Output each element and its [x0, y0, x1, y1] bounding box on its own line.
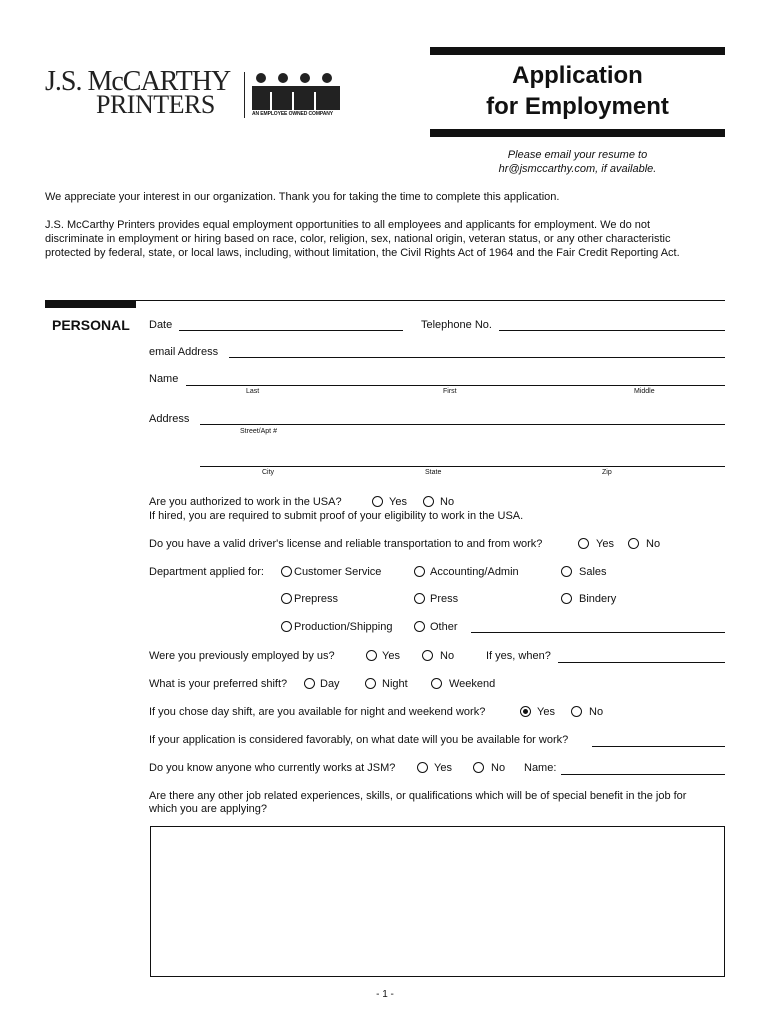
availability-yes-radio[interactable] [520, 706, 531, 717]
know-anyone-name-label: Name: [524, 762, 557, 774]
dept-sales-label: Sales [579, 566, 607, 578]
telephone-label: Telephone No. [421, 319, 492, 331]
street-caption: Street/Apt # [240, 428, 277, 435]
availability-question: If you chose day shift, are you available for night and weekend work? [149, 706, 486, 718]
availability-no-radio[interactable] [571, 706, 582, 717]
dept-bindery-label: Bindery [579, 593, 617, 605]
dept-other-radio[interactable] [414, 621, 425, 632]
authorized-yes-radio[interactable] [372, 496, 383, 507]
company-logo-name-line2: PRINTERS [96, 90, 215, 119]
dept-sales-radio[interactable] [561, 566, 572, 577]
shift-night-label: Night [382, 678, 408, 690]
header-top-bar [430, 47, 725, 55]
know-anyone-question: Do you know anyone who currently works at JSM? [149, 762, 396, 774]
dept-other-label: Other [430, 621, 458, 633]
authorized-no-label: No [440, 496, 455, 508]
city-state-zip-field[interactable] [200, 466, 725, 467]
city-caption: City [262, 469, 275, 476]
name-label: Name [149, 373, 179, 385]
state-caption: State [425, 469, 442, 476]
name-field[interactable] [186, 385, 725, 386]
email-field[interactable] [229, 357, 725, 358]
experience-question-line1: Are there any other job related experiences, skills, or qualifications which will be of special benefit in the job for [149, 790, 687, 802]
authorized-note: If hired, you are required to submit proof of your eligibility to work in the USA. [149, 510, 524, 522]
previous-no-radio[interactable] [422, 650, 433, 661]
eeo-line-3: protected by federal, state, or local laws, including, without limitation, the Civil Rights Act of 1964 and the Fair Credit Reporting Act. [45, 247, 680, 259]
eeo-line-1: J.S. McCarthy Printers provides equal employment opportunities to all employees and applicants for employment. We do not [45, 219, 651, 231]
eeo-line-2: discriminate in employment or hiring based on race, color, religion, sex, national origin, veteran status, or any other characteristic [45, 233, 671, 245]
previous-when-field[interactable] [558, 662, 725, 663]
shift-day-label: Day [320, 678, 340, 690]
dept-accounting-radio[interactable] [414, 566, 425, 577]
employee-owned-emblem [252, 72, 340, 110]
know-anyone-no-radio[interactable] [473, 762, 484, 773]
address-label: Address [149, 413, 190, 425]
dept-customer-service-radio[interactable] [281, 566, 292, 577]
dept-press-label: Press [430, 593, 459, 605]
intro-thanks: We appreciate your interest in our organization. Thank you for taking the time to complete this application. [45, 191, 560, 203]
previous-yes-label: Yes [382, 650, 400, 662]
name-last-caption: Last [246, 388, 260, 395]
license-no-radio[interactable] [628, 538, 639, 549]
dept-other-field[interactable] [471, 632, 725, 633]
dept-customer-service-label: Customer Service [294, 566, 382, 578]
previous-when-label: If yes, when? [486, 650, 551, 662]
telephone-field[interactable] [499, 330, 725, 331]
dept-production-label: Production/Shipping [294, 621, 393, 633]
dept-press-radio[interactable] [414, 593, 425, 604]
dept-prepress-label: Prepress [294, 593, 339, 605]
zip-caption: Zip [602, 469, 612, 476]
shift-weekend-label: Weekend [449, 678, 496, 690]
department-question: Department applied for: [149, 566, 264, 578]
previous-question: Were you previously employed by us? [149, 650, 335, 662]
shift-question: What is your preferred shift? [149, 678, 288, 690]
license-yes-radio[interactable] [578, 538, 589, 549]
dept-bindery-radio[interactable] [561, 593, 572, 604]
previous-yes-radio[interactable] [366, 650, 377, 661]
page-title-line2: for Employment [486, 93, 669, 120]
start-date-question: If your application is considered favorably, on what date will you be available for work? [149, 734, 569, 746]
logo-tagline: AN EMPLOYEE OWNED COMPANY [252, 111, 334, 117]
license-question: Do you have a valid driver's license and reliable transportation to and from work? [149, 538, 543, 550]
date-label: Date [149, 319, 173, 331]
authorized-no-radio[interactable] [423, 496, 434, 507]
know-anyone-yes-label: Yes [434, 762, 452, 774]
license-yes-label: Yes [596, 538, 614, 550]
resume-note-line2: hr@jsmccarthy.com, if available. [498, 163, 657, 175]
section-rule [136, 300, 725, 301]
experience-textarea[interactable] [150, 826, 725, 977]
header-bottom-bar [430, 129, 725, 137]
previous-no-label: No [440, 650, 455, 662]
availability-no-label: No [589, 706, 604, 718]
logo-divider [244, 72, 245, 118]
shift-weekend-radio[interactable] [431, 678, 442, 689]
name-middle-caption: Middle [634, 388, 655, 395]
shift-night-radio[interactable] [365, 678, 376, 689]
know-anyone-yes-radio[interactable] [417, 762, 428, 773]
dept-accounting-label: Accounting/Admin [430, 566, 519, 578]
street-field[interactable] [200, 424, 725, 425]
dept-production-radio[interactable] [281, 621, 292, 632]
name-first-caption: First [443, 388, 457, 395]
company-logo-name-line1: J.S. McCARTHY [45, 66, 231, 97]
availability-yes-label: Yes [537, 706, 555, 718]
dept-prepress-radio[interactable] [281, 593, 292, 604]
experience-question-line2: which you are applying? [149, 803, 268, 815]
authorized-question: Are you authorized to work in the USA? [149, 496, 342, 508]
start-date-field[interactable] [592, 746, 725, 747]
authorized-yes-label: Yes [389, 496, 407, 508]
know-anyone-no-label: No [491, 762, 506, 774]
resume-note-line1: Please email your resume to [507, 149, 648, 161]
section-bar [45, 300, 136, 308]
shift-day-radio[interactable] [304, 678, 315, 689]
know-anyone-name-field[interactable] [561, 774, 725, 775]
section-title: PERSONAL [52, 317, 130, 333]
page-title-line1: Application [512, 62, 643, 89]
page-number: - 1 - [376, 989, 394, 1000]
date-field[interactable] [179, 330, 403, 331]
email-label: email Address [149, 346, 219, 358]
license-no-label: No [646, 538, 661, 550]
